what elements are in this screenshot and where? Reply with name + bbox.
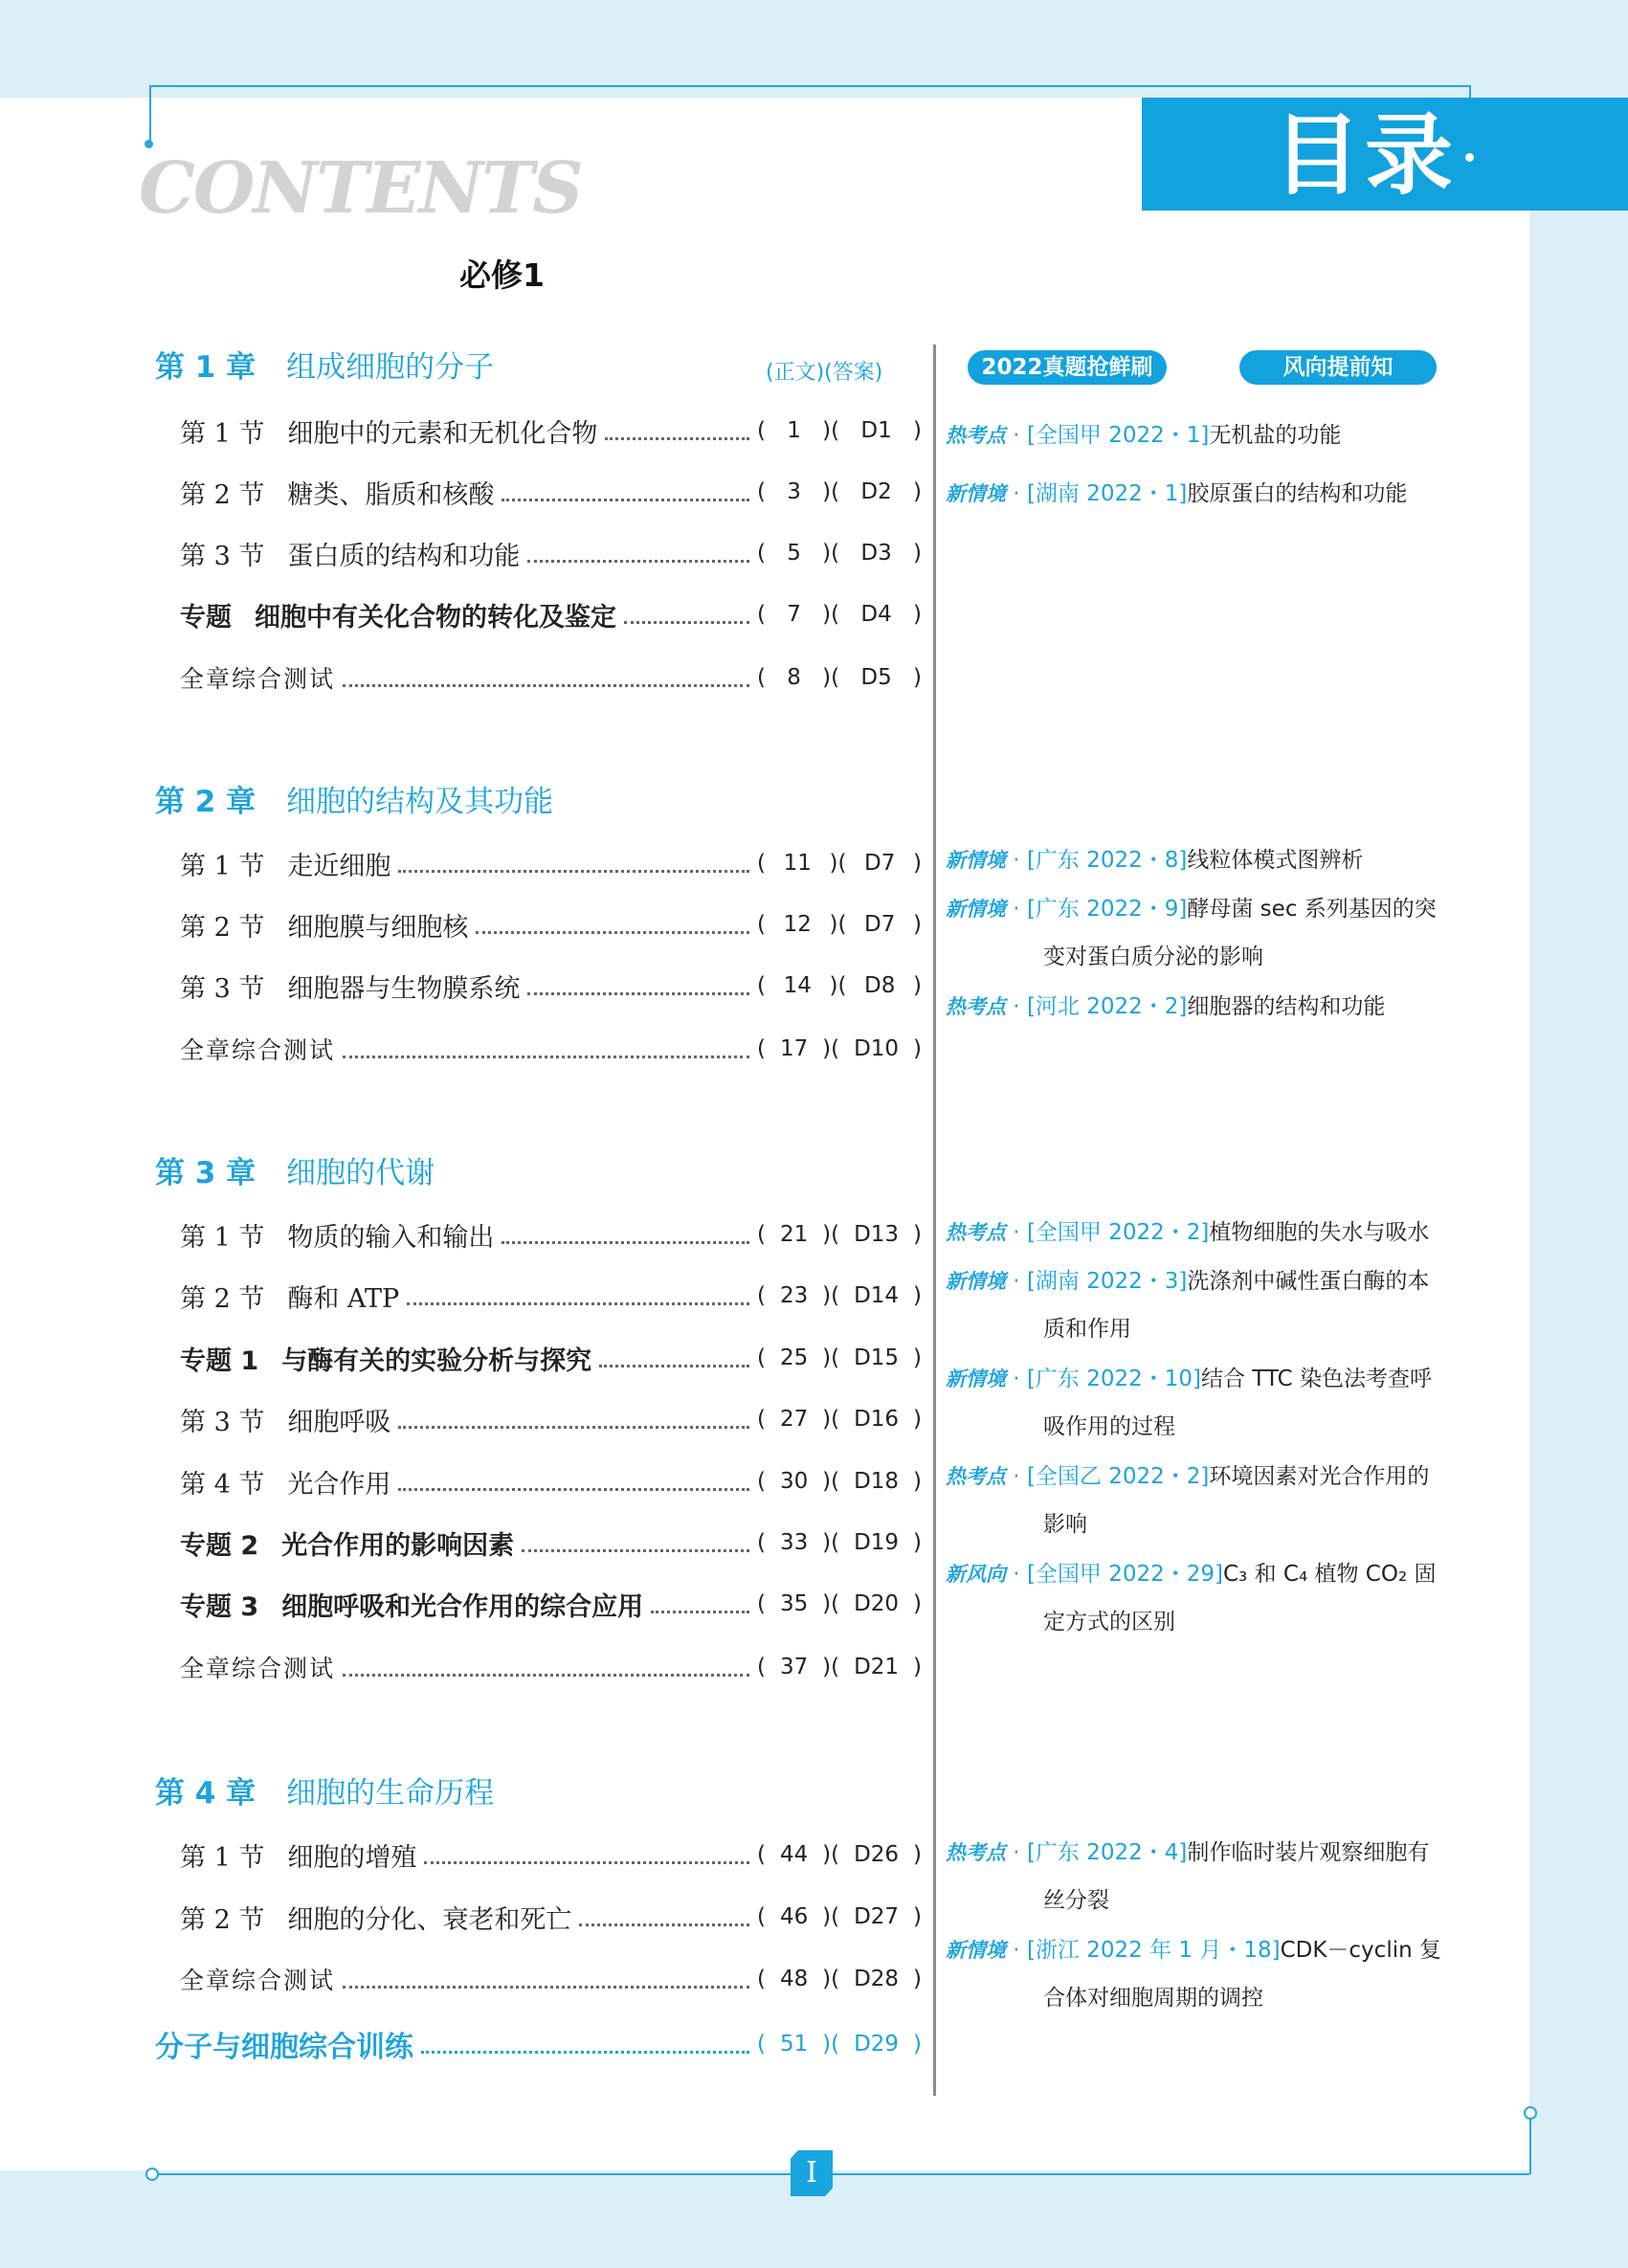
contents-watermark: CONTENTS: [139, 147, 582, 230]
exam-note: 新风向 · [全国甲 2022・29]C₃ 和 C₄ 植物 CO₂ 固 定方式的区别: [946, 1562, 1437, 1634]
page-ref: 25: [779, 1345, 809, 1370]
row-title: 细胞呼吸和光合作用的综合应用: [281, 1591, 644, 1622]
exam-note: 热考点 · [全国甲 2022・1]无机盐的功能: [946, 423, 1342, 448]
row-title: 糖类、脂质和核酸: [287, 479, 495, 510]
row-prefix: 第 2 节: [180, 479, 265, 510]
toc-row[interactable]: 专题 1 与酶有关的实验分析与探究 ( 25 )( D15 ): [180, 1339, 922, 1377]
page-ref: 46: [779, 1904, 809, 1929]
chapter-number: 第 4 章: [155, 1776, 256, 1811]
frame-line-left: [149, 85, 151, 144]
exam-note: 新情境 · [湖南 2022・1]胶原蛋白的结构和功能: [946, 481, 1408, 506]
chapter-heading: [155, 343, 494, 386]
row-prefix: 全章综合测试: [180, 665, 336, 693]
pill-trend: 风向提前知: [1239, 350, 1437, 385]
frame-line-right-lower: [1529, 2115, 1531, 2174]
column-divider: [933, 345, 936, 2096]
row-prefix: 专题 3: [180, 1591, 259, 1622]
toc-row[interactable]: 第 1 节 走近细胞 ( 11 )( D7 ): [180, 844, 922, 882]
page-ref: 44: [779, 1842, 809, 1867]
chapter-number: 第 2 章: [155, 785, 256, 819]
answer-ref: D15: [854, 1345, 900, 1370]
row-title: 分子与细胞综合训练: [155, 2031, 413, 2064]
row-prefix: 全章综合测试: [180, 1655, 336, 1682]
toc-row[interactable]: 第 2 节 酶和 ATP ( 23 )( D14 ): [180, 1277, 922, 1315]
row-title: 与酶有关的实验分析与探究: [281, 1345, 592, 1376]
chapter-number: 第 3 章: [155, 1156, 256, 1190]
page-ref: 51: [779, 2032, 809, 2057]
toc-row[interactable]: 专题 3 细胞呼吸和光合作用的综合应用 ( 35 )( D20 ): [180, 1585, 922, 1623]
answer-ref: D8: [864, 973, 896, 998]
answer-ref: D4: [860, 602, 892, 627]
row-title: 细胞呼吸: [287, 1407, 391, 1437]
page-ref: 27: [779, 1407, 809, 1432]
row-title: 走近细胞: [287, 851, 391, 881]
answer-ref: D21: [854, 1655, 900, 1679]
toc-row[interactable]: 全章综合测试 ( 37 )( D21 ): [180, 1648, 922, 1686]
answer-ref: D29: [854, 2032, 900, 2057]
answer-ref: D16: [854, 1407, 900, 1432]
frame-dot: [1465, 153, 1474, 162]
toc-row[interactable]: 第 3 节 蛋白质的结构和功能 ( 5 )( D3 ): [180, 534, 922, 572]
exam-note: 新情境 · [广东 2022・8]线粒体模式图辨析: [946, 848, 1364, 873]
row-prefix: 第 1 节: [180, 418, 265, 449]
row-prefix: 第 1 节: [180, 1222, 265, 1253]
row-title: 细胞器与生物膜系统: [287, 973, 521, 1004]
page-ref: 37: [779, 1655, 809, 1679]
frame-ring: [1524, 2106, 1537, 2120]
chapter-heading: [155, 777, 553, 820]
exam-note: 热考点 · [全国乙 2022・2]环境因素对光合作用的 影响: [946, 1464, 1430, 1537]
chapter-title: 细胞的结构及其功能: [286, 785, 554, 819]
page-ref: 12: [783, 912, 812, 937]
page-ref: 3: [787, 479, 801, 504]
toc-row[interactable]: 全章综合测试 ( 8 )( D5 ): [180, 658, 922, 697]
row-title: 细胞膜与细胞核: [287, 912, 469, 943]
frame-line-bottom: [153, 2173, 1529, 2175]
row-title: 酶和 ATP: [287, 1283, 400, 1314]
page-ref: 11: [783, 851, 812, 876]
chapter-title: 组成细胞的分子: [286, 350, 495, 385]
row-prefix: 第 1 节: [180, 851, 265, 881]
row-prefix: 全章综合测试: [180, 1036, 336, 1064]
row-title: 光合作用的影响因素: [281, 1530, 515, 1561]
chapter-number: 第 1 章: [155, 350, 256, 385]
row-prefix: 第 2 节: [180, 912, 265, 943]
page-ref: 5: [787, 541, 801, 566]
row-title: 细胞的分化、衰老和死亡: [287, 1904, 572, 1935]
chapter-heading: [155, 1148, 435, 1191]
exam-note: 新情境 · [广东 2022・10]结合 TTC 染色法考查呼 吸作用的过程: [946, 1367, 1433, 1439]
answer-ref: D28: [854, 1967, 900, 1991]
toc-row[interactable]: 第 3 节 细胞呼吸 ( 27 )( D16 ): [180, 1400, 922, 1438]
row-prefix: 第 3 节: [180, 973, 265, 1004]
answer-ref: D3: [860, 541, 892, 566]
exam-note: 热考点 · [河北 2022・2]细胞器的结构和功能: [946, 994, 1386, 1019]
toc-row[interactable]: 第 2 节 糖类、脂质和核酸 ( 3 )( D2 ): [180, 473, 922, 511]
row-prefix: 专题 2: [180, 1530, 259, 1561]
toc-row[interactable]: 第 3 节 细胞器与生物膜系统 ( 14 )( D8 ): [180, 967, 922, 1005]
answer-ref: D19: [854, 1530, 900, 1555]
row-prefix: 专题 1: [180, 1345, 259, 1376]
answer-ref: D7: [864, 851, 896, 876]
row-title: 细胞的增殖: [287, 1842, 417, 1873]
answer-ref: D10: [854, 1036, 900, 1061]
row-prefix: 第 4 节: [180, 1469, 265, 1500]
page-title: 目录: [1273, 104, 1458, 207]
page-ref: 30: [779, 1469, 809, 1494]
column-header: (正文)(答案): [766, 361, 883, 385]
exam-note: 热考点 · [广东 2022・4]制作临时装片观察细胞有 丝分裂: [946, 1840, 1430, 1913]
exam-note: 新情境 · [广东 2022・9]酵母菌 sec 系列基因的突 变对蛋白质分泌的影响: [946, 897, 1437, 969]
answer-ref: D7: [864, 912, 896, 937]
toc-row[interactable]: 第 1 节 细胞的增殖 ( 44 )( D26 ): [180, 1835, 922, 1874]
row-prefix: 第 1 节: [180, 1842, 265, 1873]
row-prefix: 全章综合测试: [180, 1967, 336, 1994]
chapter-title: 细胞的生命历程: [286, 1776, 495, 1811]
answer-ref: D14: [854, 1283, 900, 1308]
book-title: 必修1: [459, 256, 545, 294]
row-prefix: 第 2 节: [180, 1283, 265, 1314]
row-title: 细胞中有关化合物的转化及鉴定: [255, 602, 616, 633]
row-prefix: 第 3 节: [180, 1407, 265, 1437]
toc-row[interactable]: 第 2 节 细胞膜与细胞核 ( 12 )( D7 ): [180, 905, 922, 944]
toc-row[interactable]: 第 2 节 细胞的分化、衰老和死亡 ( 46 )( D27 ): [180, 1898, 922, 1936]
page-ref: 21: [779, 1222, 809, 1247]
toc-row[interactable]: 全章综合测试 ( 17 )( D10 ): [180, 1030, 922, 1068]
toc-row[interactable]: 第 1 节 细胞中的元素和无机化合物 ( 1 )( D1 ): [180, 411, 922, 450]
row-title: 蛋白质的结构和功能: [287, 541, 521, 571]
page-number: I: [806, 2156, 817, 2190]
page-ref: 33: [779, 1530, 809, 1555]
row-title: 物质的输入和输出: [287, 1222, 495, 1253]
chapter-heading: [155, 1768, 494, 1812]
page-ref: 17: [779, 1036, 809, 1061]
toc-row[interactable]: 第 4 节 光合作用 ( 30 )( D18 ): [180, 1462, 922, 1501]
page-ref: 14: [783, 973, 812, 998]
page-ref: 1: [787, 418, 801, 443]
row-prefix: 第 2 节: [180, 1904, 265, 1935]
answer-ref: D1: [860, 418, 892, 443]
toc-row[interactable]: 第 1 节 物质的输入和输出 ( 21 )( D13 ): [180, 1215, 922, 1254]
page-ref: 35: [779, 1591, 809, 1616]
page-ref: 8: [787, 665, 801, 690]
toc-row-final[interactable]: 分子与细胞综合训练 ( 51 )( D29 ): [155, 2025, 922, 2063]
page-ref: 7: [787, 602, 801, 627]
row-prefix: 专题: [180, 602, 232, 633]
exam-note: 热考点 · [全国甲 2022・2]植物细胞的失水与吸水: [946, 1220, 1430, 1245]
frame-line-top: [149, 85, 1469, 87]
toc-row[interactable]: 专题 细胞中有关化合物的转化及鉴定 ( 7 )( D4 ): [180, 595, 922, 634]
exam-note: 新情境 · [浙江 2022 年 1 月・18]CDK－cyclin 复 合体对细胞周期的调控: [946, 1938, 1441, 2011]
page-ref: 23: [779, 1283, 809, 1308]
chapter-title: 细胞的代谢: [286, 1156, 435, 1190]
frame-ring: [145, 2168, 159, 2181]
toc-row[interactable]: 专题 2 光合作用的影响因素 ( 33 )( D19 ): [180, 1523, 922, 1562]
row-title: 细胞中的元素和无机化合物: [287, 418, 598, 449]
row-title: 光合作用: [287, 1469, 391, 1500]
pill-2022-exam: 2022真题抢鲜刷: [968, 350, 1167, 385]
answer-ref: D27: [854, 1904, 900, 1929]
row-prefix: 第 3 节: [180, 541, 265, 571]
answer-ref: D2: [860, 479, 892, 504]
page-ref: 48: [779, 1967, 809, 1991]
answer-ref: D13: [854, 1222, 900, 1247]
answer-ref: D18: [854, 1469, 900, 1494]
answer-ref: D5: [860, 665, 892, 690]
answer-ref: D26: [854, 1842, 900, 1867]
exam-note: 新情境 · [湖南 2022・3]洗涤剂中碱性蛋白酶的本 质和作用: [946, 1269, 1430, 1342]
answer-ref: D20: [854, 1591, 900, 1616]
toc-row[interactable]: 全章综合测试 ( 48 )( D28 ): [180, 1960, 922, 1998]
